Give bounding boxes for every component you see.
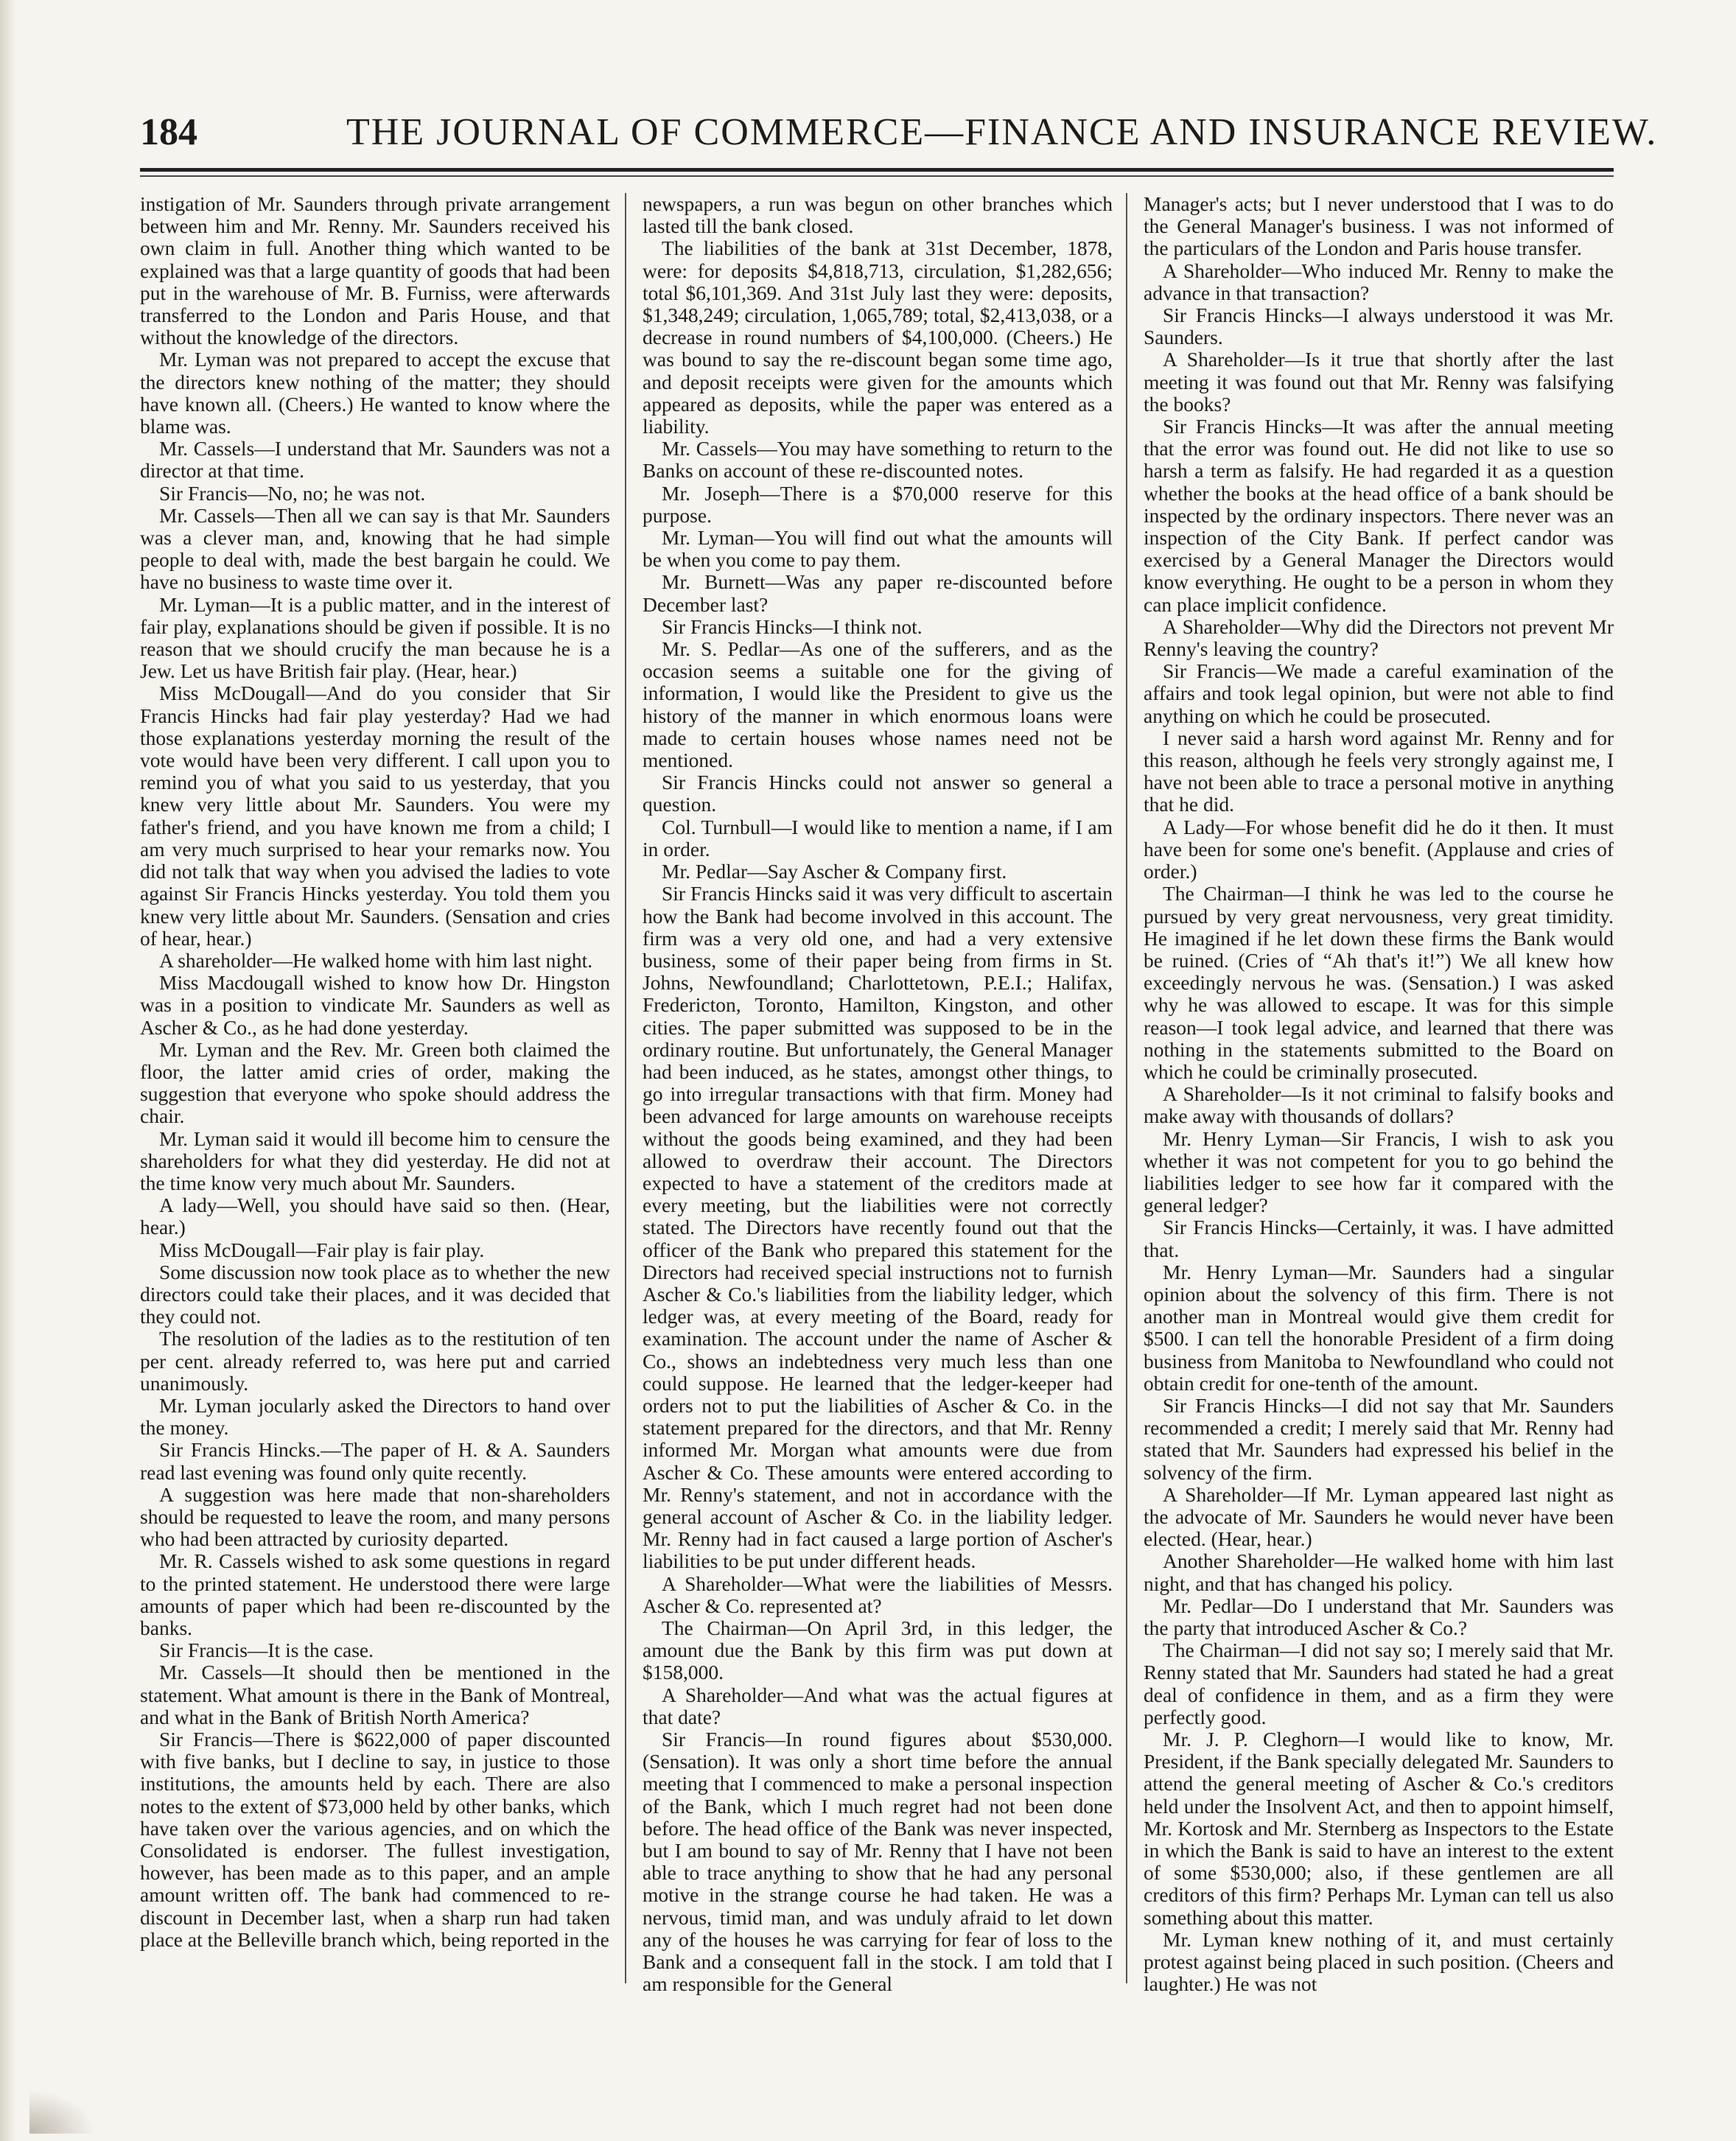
paragraph: Sir Francis Hincks—Certainly, it was. I have admitted that. — [1144, 1216, 1614, 1261]
paragraph: Col. Turnbull—I would like to mention a name, if I am in order. — [643, 815, 1113, 861]
paragraph: Mr. Cassels—Then all we can say is that Mr. Saunders was a clever man, and, knowing that he had simple people to deal with, made the best bargain he could. We have no business to waste time over it. — [140, 503, 610, 594]
paragraph: Sir Francis—In round figures about $530,000. (Sensation). It was only a short time before the annual meeting that I commenced to make a personal inspection of the Bank, which I much regret had not been done before. The head office of the Bank was never inspected, but I am bound to say of Mr. Renny that I have not been able to trace anything to show that he had any personal motive in the strange course he had taken. He was a nervous, timid man, and was unduly afraid to let down any of the houses he was carrying for fear of loss to the Bank and a consequent fall in the stock. I am told that I am responsible for the General — [643, 1728, 1113, 1996]
paragraph: Sir Francis—It is the case. — [159, 1639, 374, 1662]
paragraph: The Chairman—I did not say so; I merely said that Mr. Renny stated that Mr. Saunders had stated he had a great deal of confidence in them, and as a firm they were perfectly good. — [1144, 1639, 1614, 1728]
paragraph: Mr. Lyman—You will find out what the amounts will be when you come to pay them. — [643, 526, 1113, 572]
paragraph: Mr. Lyman—It is a public matter, and in the interest of fair play, explanations should be given if possible. It is no reason that we should crucify the man because he is a Jew. Let us have British fair play. (Hear, hear.) — [140, 592, 610, 683]
paragraph: A Shareholder—Who induced Mr. Renny to make the advance in that transaction? — [1144, 259, 1614, 304]
paragraph: Sir Francis Hincks—I think not. — [662, 614, 923, 638]
column-divider-1 — [625, 193, 626, 1983]
paragraph: Mr. J. P. Cleghorn—I would like to know, Mr. President, if the Bank specially delegated Mr. Saunders to attend the general meeting of Ascher & Co.'s creditors held under the Insolvent Act, and then to appoint himself, Mr. Kortosk and Mr. Sternberg as Inspectors to the Estate in which the Bank is said to have an interest to the extent of some $530,000; also, if these gentlemen are all creditors of this firm? Perhaps Mr. Lyman can tell us also something about this matter. — [1144, 1728, 1614, 1929]
paragraph: Sir Francis Hincks could not answer so general a question. — [643, 771, 1113, 816]
text-column-2 — [643, 192, 1113, 1996]
paragraph: Mr. Cassels—I understand that Mr. Saunders was not a director at that time. — [140, 437, 610, 483]
paragraph: Sir Francis—There is $622,000 of paper discounted with five banks, but I decline to say, in justice to those institutions, the amounts held by each. There are also notes to the extent of $73,000 held by other banks, which have taken over the various agencies, and on which the Consolidated is endorser. The fullest investigation, however, has been made as to this paper, and an ample amount written off. The bank had commenced to re-discount in December last, when a sharp run had taken place at the Belleville branch which, being reported in the — [140, 1728, 610, 1951]
paragraph: Mr. Lyman was not prepared to accept the excuse that the directors knew nothing of the matter; they should have known all. (Cheers.) He wanted to know where the blame was. — [140, 348, 610, 438]
paragraph: Sir Francis Hincks—It was after the annual meeting that the error was found out. He did not like to use so harsh a term as falsify. He had regarded it as a question whether the books at the head office of a bank should be inspected by the ordinary inspectors. There never was an inspection of the City Bank. If perfect candor was exercised by a General Manager the Directors would know everything. He ought to be a person in whom they can place implicit confidence. — [1144, 415, 1614, 616]
running-title: THE JOURNAL OF COMMERCE—FINANCE AND INSURANCE REVIEW. — [346, 111, 1658, 153]
paragraph: Sir Francis—No, no; he was not. — [159, 481, 426, 505]
paragraph: Sir Francis Hincks.—The paper of H. & A. Saunders read last evening was found only quite recently. — [140, 1438, 610, 1484]
paragraph: Manager's acts; but I never understood that I was to do the General Manager's business. I was not informed of the particulars of the London and Paris house transfer. — [1144, 192, 1614, 260]
paragraph: Mr. Henry Lyman—Sir Francis, I wish to ask you whether it was not competent for you to go behind the liabilities ledger to see how far it compared with the general ledger? — [1144, 1126, 1614, 1217]
paragraph: Sir Francis Hincks said it was very difficult to ascertain how the Bank had become involved in this account. The firm was a very old one, and had a very extensive business, some of their paper being from firms in St. Johns, Newfoundland; Charlottetown, P.E.I.; Halifax, Fredericton, Toronto, Hamilton, Kingston, and other cities. The paper submitted was supposed to be in the ordinary routine. But unfortunately, the General Manager had been induced, as he states, amongst other things, to go into irregular transactions with that firm. Money had been advanced for large amounts on warehouse receipts without the goods being examined, and they had been allowed to overdraw their account. The Directors expected to have a statement of the creditors made at every meeting, but the liabilities were not correctly stated. The Directors have recently found out that the officer of the Bank who prepared this statement for the Directors had received special instructions not to furnish Ascher & Co.'s liabilities from the liability ledger, which ledger was, at every meeting of the Board, ready for examination. The account under the name of Ascher & Co., shows an indebtedness very much less than one could suppose. He learned that the ledger-keeper had orders not to put the liabilities of Ascher & Co. in the statement prepared for the directors, and that Mr. Renny informed Mr. Morgan what amounts were due from Ascher & Co. These amounts were entered according to Mr. Renny's statement, and not in accordance with the general account of Ascher & Co. in the liability ledger. Mr. Renny had in fact caused a large portion of Ascher's liabilities to be put under different heads. — [643, 882, 1113, 1573]
paragraph: A shareholder—He walked home with him last night. — [159, 948, 593, 972]
paragraph: Mr. Joseph—There is a $70,000 reserve for this purpose. — [643, 481, 1113, 527]
paragraph: Mr. Pedlar—Do I understand that Mr. Saunders was the party that introduced Ascher & Co.? — [1144, 1594, 1614, 1639]
column-divider-2 — [1126, 193, 1127, 1983]
page-corner-wear — [29, 2089, 96, 2134]
paragraph: newspapers, a run was begun on other branches which lasted till the bank closed. — [643, 192, 1113, 238]
paragraph: Mr. Lyman knew nothing of it, and must certainly protest against being placed in such position. (Cheers and laughter.) He was not — [1144, 1927, 1614, 1996]
paragraph: Mr. Lyman jocularly asked the Directors to hand over the money. — [140, 1393, 610, 1440]
paragraph: Mr. Lyman said it would ill become him to censure the shareholders for what they did yesterday. He did not at the time know very much about Mr. Saunders. — [140, 1126, 610, 1194]
paragraph: The Chairman—On April 3rd, in this ledger, the amount due the Bank by this firm was put down at $158,000. — [643, 1616, 1113, 1684]
paragraph: Miss McDougall—And do you consider that Sir Francis Hincks had fair play yesterday? Had we had those explanations yesterday morning the result of the vote would have been very different. I call upon you to remind you of what you said to us yesterday, that you knew very little about Mr. Saunders. You were my father's friend, and you have known me from a child; I am very much surprised to hear your remarks now. You did not talk that way when you advised the ladies to vote against Sir Francis Hincks yesterday. You told them you knew very little about Mr. Saunders. (Sensation and cries of hear, hear.) — [140, 681, 610, 950]
text-column-3 — [1144, 192, 1614, 1996]
paragraph: Mr. Henry Lyman—Mr. Saunders had a singular opinion about the solvency of this firm. There is not another man in Montreal would give them credit for $500. I can tell the honorable President of a firm doing business from Manitoba to Newfoundland who could not obtain credit for one-tenth of the amount. — [1144, 1260, 1614, 1395]
paragraph: Mr. Burnett—Was any paper re-discounted before December last? — [643, 570, 1113, 616]
text-column-1 — [140, 193, 610, 1983]
paragraph: A Lady—For whose benefit did he do it then. It must have been for some one's benefit. (Applause and cries of order.) — [1144, 815, 1614, 883]
paragraph: Sir Francis Hincks—I always understood it was Mr. Saunders. — [1144, 304, 1614, 349]
paragraph: A Shareholder—Why did the Directors not prevent Mr Renny's leaving the country? — [1144, 614, 1614, 661]
paragraph: instigation of Mr. Saunders through private arrangement between him and Mr. Renny. Mr. Saunders received his own claim in full. Another thing which wanted to be explained was that a large quantity of goods that had been put in the warehouse of Mr. B. Furniss, were afterwards transferred to the London and Paris House, and that without the knowledge of the directors. — [140, 192, 610, 349]
paragraph: A Shareholder—Is it not criminal to falsify books and make away with thousands of dollars? — [1144, 1082, 1614, 1128]
paragraph: The resolution of the ladies as to the restitution of ten per cent. already referred to, was here put and carried unanimously. — [140, 1327, 610, 1395]
paragraph: Miss Macdougall wished to know how Dr. Hingston was in a position to vindicate Mr. Saunders as well as Ascher & Co., as he had done yesterday. — [140, 971, 610, 1039]
paragraph: Another Shareholder—He walked home with him last night, and that has changed his policy. — [1144, 1549, 1614, 1595]
paragraph: The liabilities of the bank at 31st December, 1878, were: for deposits $4,818,713, circulation, $1,282,656; total $6,101,369. And 31st July last they were: deposits, $1,348,249; circulation, 1,065,789; total, $2,413,038, or a decrease in round numbers of $4,100,000. (Cheers.) He was bound to say the re-discount began some time ago, and deposit receipts were given for the amounts which appeared as deposits, while the paper was entered as a liability. — [643, 236, 1113, 438]
page-number: 184 — [140, 111, 197, 153]
paragraph: I never said a harsh word against Mr. Renny and for this reason, although he feels very strongly against me, I have not been able to trace a personal motive in anything that he did. — [1144, 726, 1614, 816]
paragraph: Mr. Cassels—You may have something to return to the Banks on account of these re-discounted notes. — [643, 437, 1113, 483]
paragraph: Some discussion now took place as to whether the new directors could take their places, and it was decided that they could not. — [140, 1260, 610, 1328]
paragraph: Sir Francis—We made a careful examination of the affairs and took legal opinion, but were not able to find anything on which he could be prosecuted. — [1144, 659, 1614, 727]
page-edge-shadow — [0, 0, 16, 2141]
paragraph: A Shareholder—What were the liabilities of Messrs. Ascher & Co. represented at? — [643, 1571, 1113, 1617]
paragraph: A suggestion was here made that non-shareholders should be requested to leave the room, and many persons who had been attracted by curiosity departed. — [140, 1482, 610, 1551]
paragraph: Sir Francis Hincks—I did not say that Mr. Saunders recommended a credit; I merely said that Mr. Renny had stated that Mr. Saunders had expressed his belief in the solvency of the firm. — [1144, 1393, 1614, 1484]
paragraph: Miss McDougall—Fair play is fair play. — [159, 1238, 485, 1261]
paragraph: Mr. Cassels—It should then be mentioned in the statement. What amount is there in the Bank of Montreal, and what in the Bank of British North America? — [140, 1661, 610, 1728]
paragraph: Mr. Lyman and the Rev. Mr. Green both claimed the floor, the latter amid cries of order, making the suggestion that everyone who spoke should address the chair. — [140, 1037, 610, 1128]
paragraph: Mr. Pedlar—Say Ascher & Company first. — [662, 860, 1007, 883]
paragraph: The Chairman—I think he was led to the course he pursued by very great nervousness, very great timidity. He imagined if he let down these firms the Bank would be ruined. (Cries of “Ah that's it!”) We all knew how exceedingly nervous he was. (Sensation.) I was asked why he was allowed to escape. It was for this simple reason—I took legal advice, and learned that there was nothing in the statements submitted to the Board on which he could be criminally prosecuted. — [1144, 882, 1614, 1083]
header-rule-thin — [140, 175, 1614, 177]
paragraph: A Shareholder—If Mr. Lyman appeared last night as the advocate of Mr. Saunders he would never have been elected. (Hear, hear.) — [1144, 1482, 1614, 1551]
paragraph: A Shareholder—And what was the actual figures at that date? — [643, 1683, 1113, 1728]
paragraph: Mr. S. Pedlar—As one of the sufferers, and as the occasion seems a suitable one for the giving of information, I would like the President to give us the history of the manner in which enormous loans were made to certain houses whose names need not be mentioned. — [643, 637, 1113, 772]
paragraph: A Shareholder—Is it true that shortly after the last meeting it was found out that Mr. Renny was falsifying the books? — [1144, 348, 1614, 416]
header-rule-thick — [140, 168, 1614, 172]
paragraph: A lady—Well, you should have said so then. (Hear, hear.) — [140, 1194, 610, 1239]
paragraph: Mr. R. Cassels wished to ask some questions in regard to the printed statement. He understood there were large amounts of paper which had been re-discounted by the banks. — [140, 1549, 610, 1639]
